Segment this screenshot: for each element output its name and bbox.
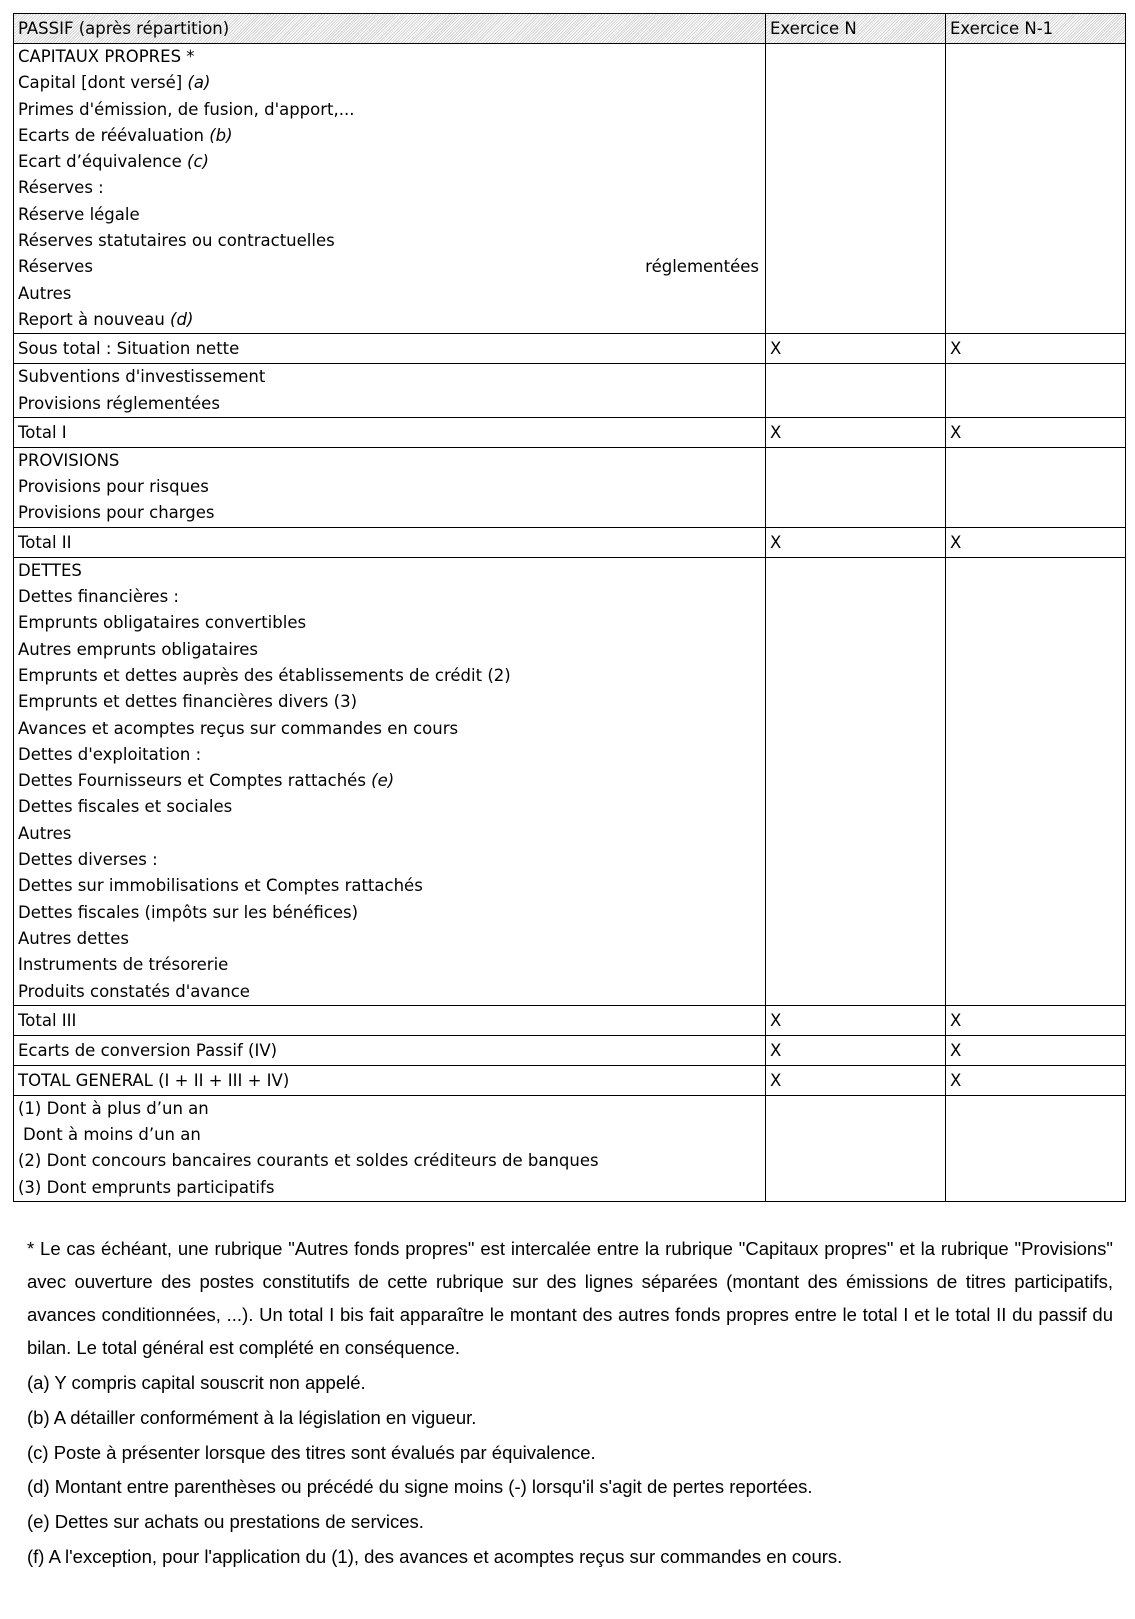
footnotes-row [14,1095,1126,1201]
ecarts-reevaluation-ref: (b) [209,125,233,145]
capitaux-propres-heading: CAPITAUX PROPRES * [18,47,195,66]
total-general-label: TOTAL GENERAL (I + II + III + IV) [14,1065,766,1095]
subventions-n1-cell [946,364,1126,418]
subventions-cell [14,364,766,418]
dettes-fournisseurs-label: Dettes Fournisseurs et Comptes rattachés [18,771,366,791]
footnotes-cell [14,1095,766,1201]
reserves-statutaires-line: Réserves statutaires ou contractuelles [18,231,335,251]
dettes-item: Emprunts et dettes auprès des établissements de crédit (2) [18,665,511,685]
dettes-item: Avances et acomptes reçus sur commandes en cours [18,718,459,738]
dettes-cell [14,557,766,1005]
dettes-item: Emprunts obligataires convertibles [18,613,307,633]
provisions-cell [14,447,766,527]
provisions-row [14,447,1126,527]
dettes-n1-cell [946,557,1126,1005]
ecarts-reevaluation-label: Ecarts de réévaluation [18,125,204,145]
autres-reserves-line: Autres [18,283,72,303]
total-3-label: Total III [14,1005,766,1035]
sous-total-label: Sous total : Situation nette [14,334,766,364]
provisions-charges-line: Provisions pour charges [18,503,215,523]
total-1-label: Total I [14,417,766,447]
note-a: (a) Y compris capital souscrit non appelé. [27,1372,366,1393]
dettes-item: Emprunts et dettes financières divers (3) [18,692,358,712]
capital-label: Capital [dont versé] [18,73,183,93]
sous-total-n: X [766,334,946,364]
footnote-1: (1) Dont à plus d’un an [18,1098,209,1118]
header-row [14,14,1126,44]
capitaux-n1-cell [946,44,1126,334]
provisions-risques-line: Provisions pour risques [18,477,209,497]
reserves-reglementees-word2: réglementées [645,257,759,277]
footnote-2: (2) Dont concours bancaires courants et soldes créditeurs de banques [18,1151,599,1171]
total-1-n: X [766,417,946,447]
reserves-line: Réserves : [18,178,104,198]
dettes-fournisseurs-ref: (e) [371,771,395,791]
header-exercice-n: Exercice N [766,14,946,44]
dettes-item: Dettes d'exploitation : [18,744,202,764]
total-general-n1: X [946,1065,1126,1095]
provisions-n-cell [766,447,946,527]
total-general-n: X [766,1065,946,1095]
total-3-row [14,1005,1126,1035]
dettes-fournisseurs-line [18,768,765,794]
dettes-item: Dettes fiscales (impôts sur les bénéfices) [18,902,359,922]
primes-line: Primes d'émission, de fusion, d'apport,... [18,99,355,119]
subventions-row [14,364,1126,418]
provisions-reglementees-line: Provisions réglementées [18,393,220,413]
dettes-item: Dettes sur immobilisations et Comptes rattachés [18,876,423,896]
dettes-item: Dettes fiscales et sociales [18,797,233,817]
dettes-item: Produits constatés d'avance [18,981,250,1001]
dettes-heading: DETTES [18,560,82,580]
ecarts-conversion-row [14,1035,1126,1065]
subventions-n-cell [766,364,946,418]
footnote-1b: Dont à moins d’un an [23,1125,201,1145]
capitaux-n-cell [766,44,946,334]
note-d: (d) Montant entre parenthèses ou précédé du signe moins (-) lorsqu'il s'agit de pertes reportées. [27,1476,813,1498]
provisions-heading: PROVISIONS [18,450,120,470]
header-passif: PASSIF (après répartition) [14,14,766,44]
report-label: Report à nouveau [18,309,165,329]
subventions-line: Subventions d'investissement [18,367,266,387]
sous-total-n1: X [946,334,1126,364]
provisions-n1-cell [946,447,1126,527]
total-2-n: X [766,527,946,557]
ecarts-conversion-label: Ecarts de conversion Passif (IV) [14,1035,766,1065]
sous-total-row [14,334,1126,364]
note-b: (b) A détailler conformément à la législation en vigueur. [27,1406,477,1428]
reserve-legale-line: Réserve légale [18,204,140,224]
dettes-item: Instruments de trésorerie [18,955,229,975]
header-exercice-n-1: Exercice N-1 [946,14,1126,44]
ecart-equivalence-label: Ecart d’équivalence [18,152,182,172]
ecarts-conversion-n: X [766,1035,946,1065]
capital-ref: (a) [187,73,211,93]
ecart-equivalence-ref: (c) [187,152,209,172]
total-general-row [14,1065,1126,1095]
total-2-n1: X [946,527,1126,557]
ecarts-conversion-n1: X [946,1035,1126,1065]
total-3-n: X [766,1005,946,1035]
total-2-label: Total II [14,527,766,557]
dettes-item: Dettes diverses : [18,850,158,870]
footnote-3: (3) Dont emprunts participatifs [18,1177,275,1197]
dettes-n-cell [766,557,946,1005]
dettes-item: Autres [18,823,72,843]
capital-line [18,70,765,96]
total-2-row [14,527,1126,557]
reserves-reglementees-word1: Réserves [18,257,93,277]
total-3-n1: X [946,1005,1126,1035]
notes-section [27,1232,1113,1575]
ecart-equivalence-line [18,149,765,175]
dettes-item: Autres dettes [18,928,129,948]
footnotes-n1-cell [946,1095,1126,1201]
ecarts-reevaluation-line [18,123,765,149]
capitaux-propres-cell [14,44,766,334]
passif-table [13,13,1126,1202]
capitaux-propres-row [14,44,1126,334]
dettes-item: Autres emprunts obligataires [18,639,258,659]
total-1-row [14,417,1126,447]
dettes-row [14,557,1126,1005]
footnotes-n-cell [766,1095,946,1201]
total-1-n1: X [946,417,1126,447]
dettes-item: Dettes financières : [18,587,179,607]
report-a-nouveau-line [18,307,765,333]
note-star: * Le cas échéant, une rubrique "Autres fonds propres" est intercalée entre la rubrique "Capitaux propres" et la rubrique "Provisions" avec ouverture des postes constitutifs de cette rubrique sur des lignes séparées (montant des émissions de titres participatifs, avances conditionnées, ...). Un total I bis fait apparaître le montant des autres fonds propres entre le total I et le total II du passif du bilan. Le total général est complété en conséquence. [27,1238,1113,1358]
report-ref: (d) [170,309,194,329]
reserves-reglementees-line [18,254,765,280]
note-e: (e) Dettes sur achats ou prestations de services. [27,1511,424,1533]
note-f: (f) A l'exception, pour l'application du (1), des avances et acomptes reçus sur commandes en cours. [27,1545,843,1567]
note-c: (c) Poste à présenter lorsque des titres sont évalués par équivalence. [27,1441,596,1463]
